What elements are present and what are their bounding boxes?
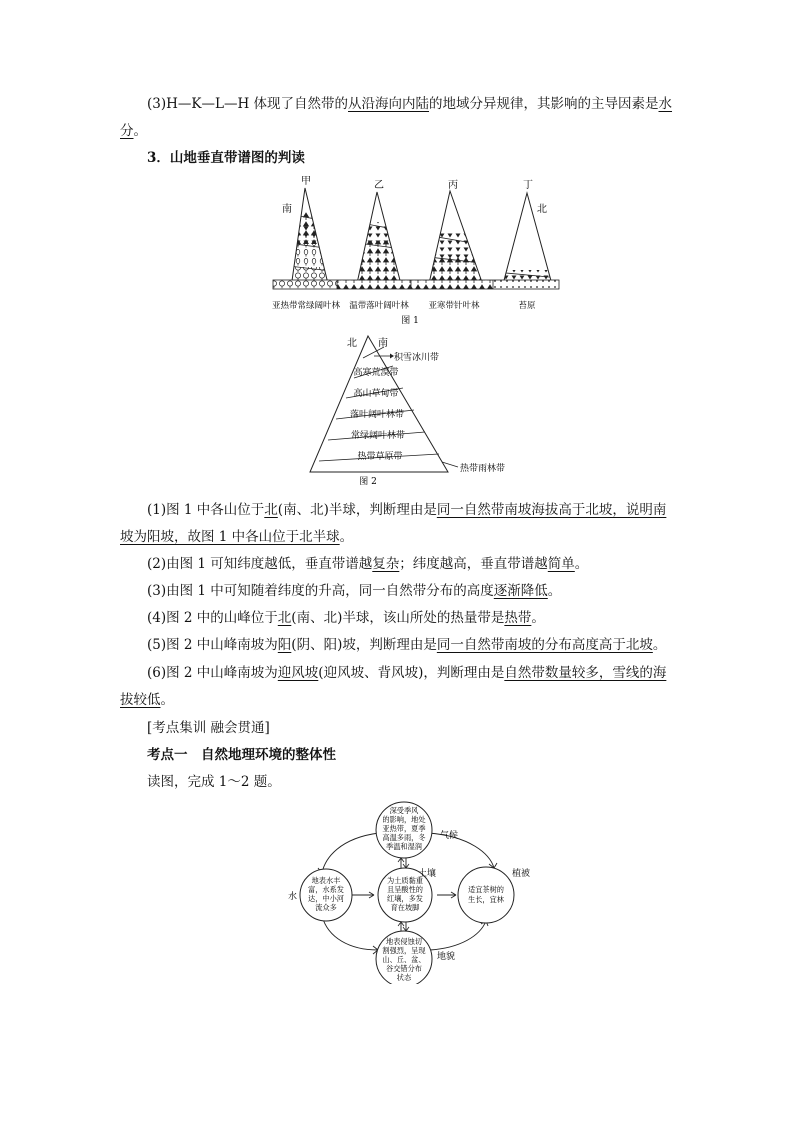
bottom-label: 热带雨林带 (460, 464, 506, 474)
peak-label: 丙 (448, 180, 458, 191)
band-label: 高山草甸带 (353, 389, 399, 399)
peak-label: 甲 (301, 176, 311, 187)
answer: 水分 (120, 96, 673, 139)
zone-label: 亚热带常绿阔叶林 (271, 301, 341, 311)
soil-text: 育在坡脚 (390, 903, 420, 912)
answer: 热带 (504, 610, 532, 626)
band-label: 常绿阔叶林带 (350, 431, 406, 441)
question-5: (5)图 2 中山峰南坡为阳(阴、阳)坡，判断理由是同一自然带南坡的分布高度高于北坡。 (147, 637, 667, 653)
landform-text: 谷交错分布 (386, 964, 422, 973)
climate-text: 季温和湿润 (386, 842, 422, 851)
landform-text: 山、丘、盆、 (382, 955, 426, 964)
question-3: (3)由图 1 中可知随着纬度的升高，同一自然带分布的高度逐渐降低。 (147, 583, 562, 599)
south-label: 南 (378, 338, 388, 349)
section-heading: 3．山地垂直带谱图的判读 (147, 150, 305, 166)
peak-label: 丁 (523, 180, 533, 191)
question-2: (2)由图 1 可知纬度越低，垂直带谱越复杂；纬度越高，垂直带谱越简单。 (147, 556, 589, 572)
band-label: 高寒荒漠带 (353, 368, 399, 378)
climate-text: 的影响，地处 (382, 815, 426, 824)
climate-text: 高温多雨，冬 (382, 833, 426, 842)
question-1: (1)图 1 中各山位于北(南、北)半球，判断理由是同一自然带南坡海拔高于北坡，说明南坡为阳坡，故图 1 中各山位于北半球。 (120, 502, 667, 545)
vegetation-text: 适宜茶树的 (468, 885, 504, 894)
label-vegetation: 植被 (512, 869, 531, 879)
answer: 阳 (277, 637, 292, 653)
zone-label: 苔原 (518, 301, 536, 311)
instruction: 读图，完成 1～2 题。 (147, 774, 281, 790)
south-label: 南 (282, 204, 292, 215)
soil-text: 且呈酸性的 (387, 885, 423, 894)
answer: 自然带数量较多，雪线的海拔较低 (120, 665, 667, 708)
label-soil: 土壤 (418, 869, 437, 879)
question-6: (6)图 2 中山峰南坡为迎风坡(迎风坡、背风坡)，判断理由是自然带数量较多，雪线的海拔较低。 (120, 665, 667, 708)
answer: 北 (277, 610, 292, 626)
answer: 迎风坡 (277, 665, 319, 681)
climate-text: 深受季风 (389, 806, 419, 815)
band-label: 热带草原带 (357, 452, 403, 462)
top-label: 积雪冰川带 (394, 353, 440, 363)
figure-2 (290, 330, 550, 485)
training-heading: [考点集训 融会贯通] (147, 720, 270, 736)
answer: 从沿海向内陆 (348, 96, 430, 112)
answer: 北 (264, 502, 278, 518)
peak-label: 乙 (374, 180, 384, 191)
figure-1 (270, 176, 570, 328)
answer: 逐渐降低 (493, 583, 548, 599)
kaodian-heading: 考点一 自然地理环境的整体性 (147, 747, 336, 763)
answer: 同一自然带南坡海拔高于北坡，说明南坡为阳坡，故图 1 中各山位于北半球 (120, 502, 667, 545)
label-climate: 气候 (440, 831, 459, 841)
figure-caption: 图 2 (359, 477, 377, 485)
zone-label: 温带落叶阔叶林 (349, 301, 409, 311)
north-label: 北 (537, 204, 547, 215)
paragraph-3: (3)H—K—L—H 体现了自然带的从沿海向内陆的地域分异规律，其影响的主导因素是水分。 (120, 96, 673, 139)
band-label: 落叶阔叶林带 (349, 410, 405, 420)
figure-caption: 图 1 (401, 316, 419, 326)
vegetation-text: 生长，宜林 (468, 895, 504, 904)
answer: 简单 (547, 556, 575, 572)
landform-text: 割强烈，呈现 (382, 946, 426, 955)
label-landform: 地貌 (437, 952, 456, 962)
north-label: 北 (347, 338, 357, 349)
climate-text: 亚热带，夏季 (382, 824, 426, 833)
answer: 同一自然带南坡的分布高度高于北坡 (436, 637, 653, 653)
landform-text: 地表侵蚀切 (386, 937, 422, 946)
answer: 复杂 (372, 556, 400, 572)
zone-label: 亚寒带针叶林 (428, 301, 480, 311)
soil-text: 为土质黏重 (387, 876, 423, 885)
landform-text: 状态 (396, 973, 412, 982)
water-text: 达，中小河 (308, 894, 344, 903)
water-text: 流众多 (315, 903, 337, 912)
water-text: 地表水丰 (311, 876, 341, 885)
label-water: 水 (288, 892, 298, 902)
water-text: 富，水系发 (308, 885, 344, 894)
mountain-jia (280, 212, 340, 288)
soil-text: 红壤，多发 (387, 894, 423, 903)
question-4: (4)图 2 中的山峰位于北(南、北)半球，该山所处的热量带是热带。 (147, 610, 545, 626)
cycle-diagram (280, 798, 550, 984)
